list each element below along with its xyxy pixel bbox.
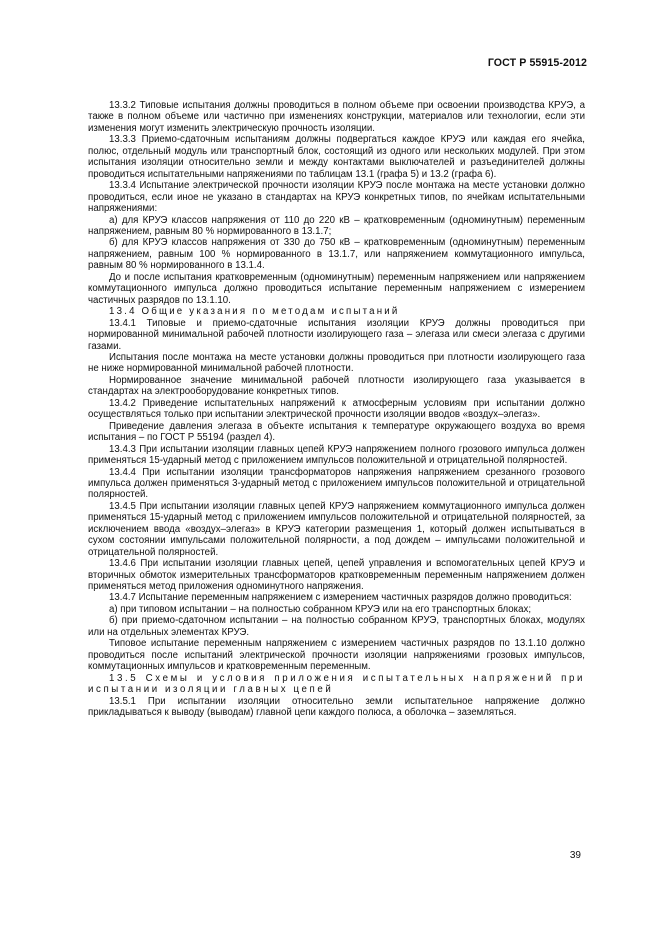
paragraph: До и после испытания кратковременным (одноминутным) переменным напряжением или напряжением коммутационного импульса должно проводиться испытание переменным напряжением с измерением частичных разрядов по 13.1.10. bbox=[88, 271, 585, 306]
paragraph: Приведение давления элегаза в объекте испытания к температуре окружающего воздуха во время испытания – по ГОСТ Р 55194 (раздел 4). bbox=[88, 420, 585, 444]
list-item-a: а) при типовом испытании – на полностью собранном КРУЭ или на его транспортных блоках; bbox=[109, 603, 532, 615]
paragraph: Нормированное значение минимальной рабочей плотности изолирующего газа указывается в стандартах на электрооборудование конкретных типов. bbox=[88, 374, 585, 398]
paragraph-13-4-5: 13.4.5 При испытании изоляции главных цепей КРУЭ напряжением коммутационного импульса должен применяться 15-ударный метод с приложением импульсов положительной и отрицательной полярностей, за исключением ввода «воздух–элегаз» в КРУЭ категории размещения 1, который должен испытываться в сухом состоянии импульсами положительной полярности, а под дождем – импульсами положительной и отрицательной полярностей. bbox=[88, 500, 585, 558]
list-item-b: б) для КРУЭ классов напряжения от 330 до 750 кВ – кратковременным (одноминутным) переменным напряжением, равным 100 % нормированного в 13.1.7, или напряжением коммутационного импульса, равным 80 % нормированного в 13.1.4. bbox=[88, 237, 585, 272]
section-heading-13-5: 13.5 Схемы и условия приложения испытательных напряжений при испытании изоляции главных цепей bbox=[88, 672, 585, 696]
paragraph-13-4-1: 13.4.1 Типовые и приемо-сдаточные испытания изоляции КРУЭ должны проводиться при нормированной минимальной рабочей плотности изолирующего газа – элегаза или смеси элегаза с другими газами. bbox=[88, 317, 585, 352]
paragraph-13-4-3: 13.4.3 При испытании изоляции главных цепей КРУЭ напряжением полного грозового импульса должен применяться 15-ударный метод с приложением импульсов положительной и отрицательной полярностей. bbox=[88, 443, 585, 467]
section-heading-13-4: 13.4 Общие указания по методам испытаний bbox=[109, 306, 400, 318]
paragraph-13-4-7: 13.4.7 Испытание переменным напряжением с измерением частичных разрядов должно проводиться: bbox=[109, 592, 572, 604]
paragraph: Испытания после монтажа на месте установки должны проводиться при плотности изолирующего газа не ниже нормированной минимальной рабочей плотности. bbox=[88, 351, 585, 375]
paragraph-13-3-3: 13.3.3 Приемо-сдаточным испытаниям должны подвергаться каждое КРУЭ или каждая его ячейка, полюс, отдельный модуль или транспортный блок, состоящий из одного или нескольких модулей. При этом испытания изоляции относительно земли и между контактами выключателей и разъединителей должны проводиться испытательными напряжениями по таблицам 13.1 (графа 5) и 13.2 (графа 6). bbox=[88, 134, 585, 180]
document-body bbox=[88, 100, 585, 718]
paragraph-13-4-4: 13.4.4 При испытании изоляции трансформаторов напряжения напряжением срезанного грозового импульса должен применяться 3-ударный метод с приложением импульсов положительной и отрицательной полярностей. bbox=[88, 466, 585, 501]
page-number: 39 bbox=[569, 850, 581, 861]
list-item-b: б) при приемо-сдаточном испытании – на полностью собранном КРУЭ, транспортных блоках, модулях или на отдельных элементах КРУЭ. bbox=[88, 615, 585, 638]
paragraph-13-3-2: 13.3.2 Типовые испытания должны проводиться в полном объеме при освоении производства КРУЭ, а также в полном объеме или частично при изменениях конструкции, материалов или технологии, если эти изменения могут изменить электрическую прочность изоляции. bbox=[88, 100, 585, 134]
paragraph-13-4-2: 13.4.2 Приведение испытательных напряжений к атмосферным условиям при испытании должно осуществляться только при испытании электрической прочности изоляции вводов «воздух–элегаз». bbox=[88, 397, 585, 421]
list-item-a: а) для КРУЭ классов напряжения от 110 до 220 кВ – кратковременным (одноминутным) переменным напряжением, равным 80 % нормированного в 13.1.7; bbox=[88, 214, 585, 237]
paragraph-13-5-1: 13.5.1 При испытании изоляции относительно земли испытательное напряжение должно прикладываться к выводу (выводам) главной цепи каждого полюса, а оболочка – заземляться. bbox=[88, 695, 585, 719]
paragraph: Типовое испытание переменным напряжением с измерением частичных разрядов по 13.1.10 должно проводиться после испытаний электрической прочности изоляции напряжениями грозовых импульсов, коммутационных импульсов и кратковременным переменным. bbox=[88, 638, 585, 673]
standard-code: ГОСТ Р 55915-2012 bbox=[487, 57, 587, 69]
paragraph-13-4-6: 13.4.6 При испытании изоляции главных цепей, цепей управления и вспомогательных цепей КРУЭ и вторичных обмоток измерительных трансформаторов кратковременным переменным напряжением должен применяться метод приложения одноминутного напряжения. bbox=[88, 558, 585, 593]
paragraph-13-3-4: 13.3.4 Испытание электрической прочности изоляции КРУЭ после монтажа на месте установки должно проводиться, если иное не указано в стандартах на КРУЭ конкретных типов, по ячейкам испытательными напряжениями: bbox=[88, 180, 585, 215]
